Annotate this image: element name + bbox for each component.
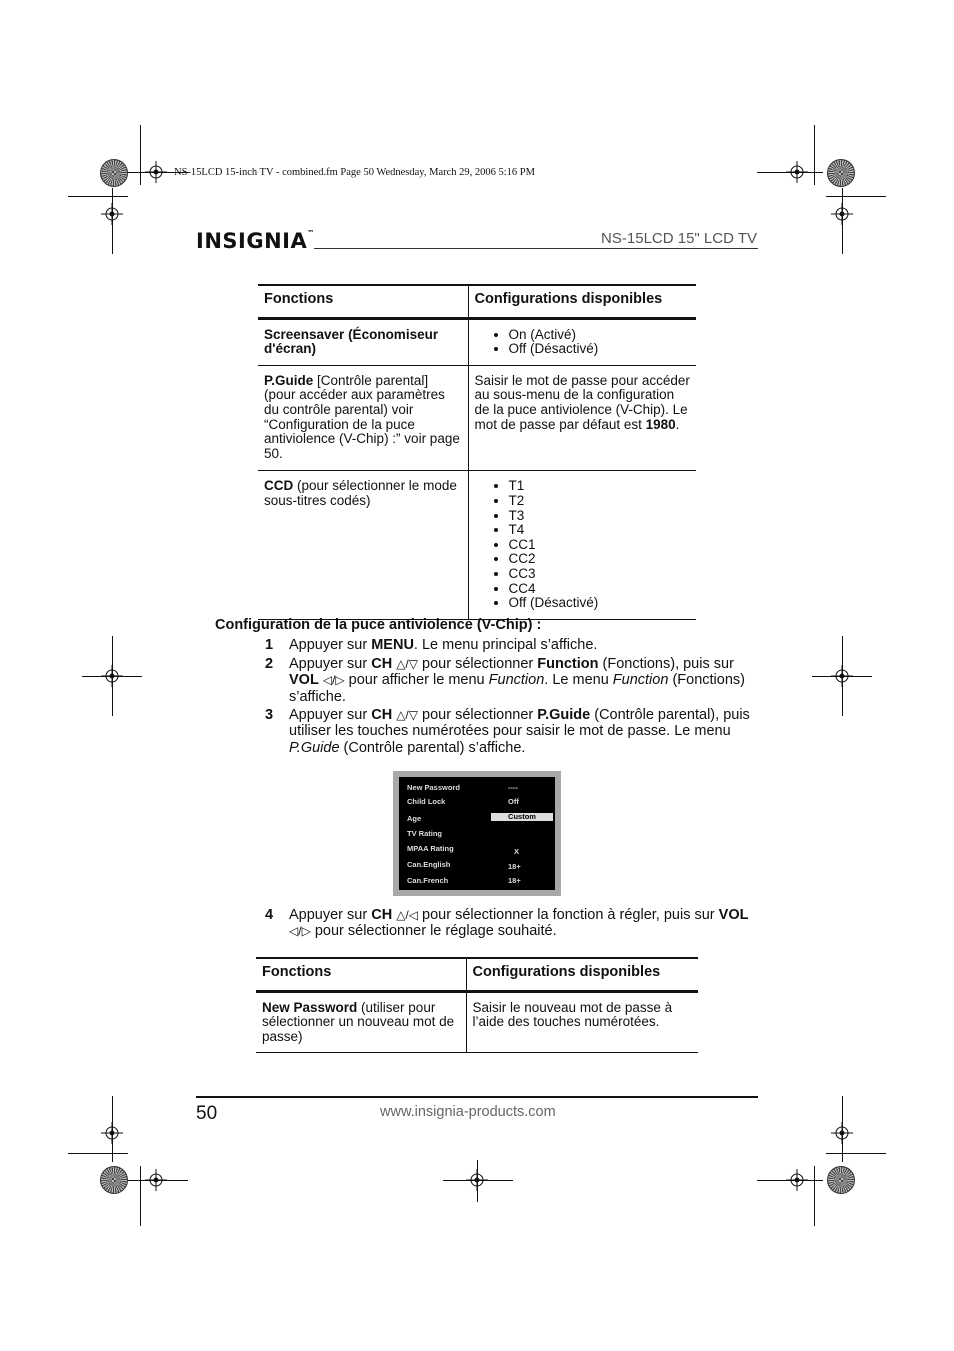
function-cell: P.Guide [Contrôle parental] (pour accéder aux paramètres du contrôle parental) voir “Configuration de la puce antiviolence (V-Chip) :” voir page 50. xyxy=(258,365,468,471)
registration-mark-icon xyxy=(145,161,167,183)
menu-row: New Password ---- xyxy=(407,783,518,792)
table-row xyxy=(258,365,696,471)
menu-row: MPAA Rating X xyxy=(407,844,520,856)
vchip-menu-screenshot xyxy=(393,771,561,896)
list-item: • Off (Désactivé) xyxy=(509,596,691,611)
list-item: • T2 xyxy=(509,494,691,509)
config-cell xyxy=(468,318,696,365)
registration-mark-icon xyxy=(145,1169,167,1191)
section-title: Configuration de la puce antiviolence (V-Chip) : xyxy=(215,617,542,633)
options-list xyxy=(475,479,691,610)
up-left-arrows-icon: △/◁ xyxy=(396,908,418,922)
header-rule xyxy=(314,248,758,249)
registration-mark-icon xyxy=(466,1169,488,1191)
left-right-arrows-icon: ◁/▷ xyxy=(322,673,345,688)
list-item: • CC3 xyxy=(509,567,691,582)
column-header-fonctions: Fonctions xyxy=(258,285,468,318)
color-target-icon xyxy=(827,1166,855,1194)
table-header-row xyxy=(258,285,696,318)
left-right-arrows-icon: ◁/▷ xyxy=(289,924,311,939)
model-title: NS-15LCD 15" LCD TV xyxy=(601,230,757,247)
column-header-configurations: Configurations disponibles xyxy=(468,285,696,318)
website-url: www.insignia-products.com xyxy=(380,1104,556,1120)
table-row xyxy=(258,318,696,365)
insignia-logo: INSIGNIA™ xyxy=(196,229,315,253)
step-4: 4 Appuyer sur CH △/◁ pour sélectionner la fonction à régler, puis sur VOL ◁/▷ pour sélectionner le réglage souhaité. xyxy=(265,907,749,940)
menu-row: TV Rating xyxy=(407,829,442,838)
color-target-icon xyxy=(827,159,855,187)
new-password-table xyxy=(256,957,698,1053)
registration-mark-icon xyxy=(101,203,123,225)
menu-row: Can.English 18+ xyxy=(407,860,521,871)
config-cell xyxy=(468,471,696,619)
step-2: 2 Appuyer sur CH △/▽ pour sélectionner Function (Fonctions), puis sur VOL ◁/▷ pour afficher le menu Function. Le menu Function (Fonctions) s’affiche. xyxy=(265,656,745,705)
registration-mark-icon xyxy=(786,161,808,183)
table-row xyxy=(256,991,698,1053)
menu-row: Age Custom xyxy=(407,814,552,823)
options-list xyxy=(475,328,691,357)
list-item: • T1 xyxy=(509,479,691,494)
list-item: • T4 xyxy=(509,523,691,538)
footer-rule xyxy=(196,1096,758,1098)
config-cell: Saisir le nouveau mot de passe à l’aide des touches numérotées. xyxy=(466,991,698,1053)
registration-mark-icon xyxy=(786,1169,808,1191)
function-cell: New Password (utiliser pour sélectionner un nouveau mot de passe) xyxy=(256,991,466,1053)
list-item: • Off (Désactivé) xyxy=(509,342,691,357)
list-item: • On (Activé) xyxy=(509,328,691,343)
file-info: NS-15LCD 15-inch TV - combined.fm Page 50 Wednesday, March 29, 2006 5:16 PM xyxy=(174,167,535,178)
selected-value: Custom xyxy=(491,813,553,821)
color-target-icon xyxy=(100,1166,128,1194)
column-header-fonctions: Fonctions xyxy=(256,958,466,991)
function-cell: Screensaver (Économiseur d'écran) xyxy=(258,318,468,365)
list-item: • CC1 xyxy=(509,538,691,553)
list-item: • CC2 xyxy=(509,552,691,567)
up-down-arrows-icon: △/▽ xyxy=(396,708,418,722)
menu-row: Child Lock Off xyxy=(407,797,519,806)
page-number: 50 xyxy=(196,1103,218,1124)
table-header-row xyxy=(256,958,698,991)
list-item: • CC4 xyxy=(509,582,691,597)
registration-mark-icon xyxy=(831,203,853,225)
function-cell: CCD (pour sélectionner le mode sous-titres codés) xyxy=(258,471,468,619)
column-header-configurations: Configurations disponibles xyxy=(466,958,698,991)
menu-row: Can.French 18+ xyxy=(407,876,521,885)
up-down-arrows-icon: △/▽ xyxy=(396,657,418,671)
step-3: 3 Appuyer sur CH △/▽ pour sélectionner P.Guide (Contrôle parental), puis utiliser les touches numérotées pour saisir le mot de passe. Le menu P.Guide (Contrôle parental) s’affiche. xyxy=(265,707,750,756)
config-cell: Saisir le mot de passe pour accéder au sous-menu de la configuration de la puce antiviolence (V-Chip). Le mot de passe par défaut est 1980. xyxy=(468,365,696,471)
registration-mark-icon xyxy=(831,665,853,687)
registration-mark-icon xyxy=(101,1122,123,1144)
registration-mark-icon xyxy=(101,665,123,687)
functions-table xyxy=(258,284,696,620)
table-row xyxy=(258,471,696,619)
step-1: 1 Appuyer sur MENU. Le menu principal s’affiche. xyxy=(265,637,598,653)
color-target-icon xyxy=(100,159,128,187)
registration-mark-icon xyxy=(831,1122,853,1144)
list-item: • T3 xyxy=(509,509,691,524)
